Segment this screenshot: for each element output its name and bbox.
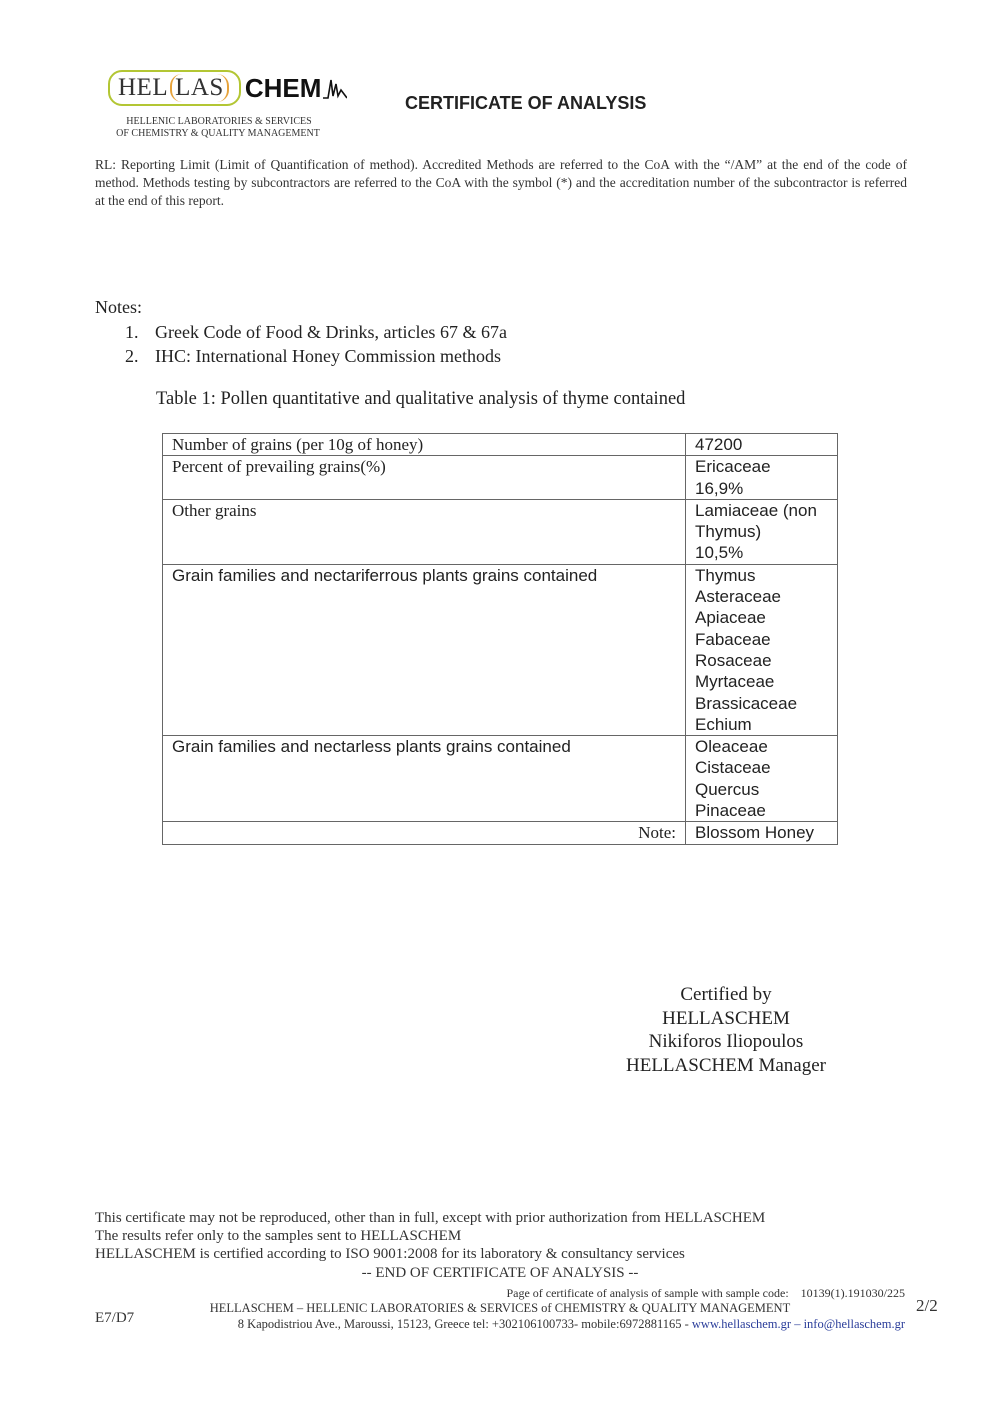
logo-peak-icon xyxy=(323,76,347,100)
plant-family: Thymus xyxy=(695,565,756,585)
plant-family: Myrtaceae xyxy=(695,672,775,692)
address-text: 8 Kapodistriou Ave., Maroussi, 15123, Greece tel: +302106100733- mobile:6972881165 - xyxy=(237,1317,689,1331)
footer-disclaimer xyxy=(95,1209,765,1263)
certification-block xyxy=(610,983,842,1077)
notes-label: Notes: xyxy=(95,297,142,317)
table-row-nectarless xyxy=(163,736,838,822)
sample-code: 10139(1).191030/225 xyxy=(800,1286,905,1300)
note-text: Greek Code of Food & Drinks, articles 67 & 67a xyxy=(155,322,507,342)
logo-subtitle-line2: OF CHEMISTRY & QUALITY MANAGEMENT xyxy=(116,128,320,139)
company-logo xyxy=(108,68,328,140)
table-row-other xyxy=(163,499,838,564)
table-row-prevailing xyxy=(163,456,838,500)
footer-page-info xyxy=(95,1286,905,1301)
certified-by: Certified by xyxy=(680,984,772,1005)
page-number: 2/2 xyxy=(916,1296,938,1315)
grains-value: 47200 xyxy=(686,434,838,456)
other-label: Other grains xyxy=(163,499,686,564)
logo-word-right: CHEM xyxy=(244,72,322,103)
prevailing-label: Percent of prevailing grains(%) xyxy=(163,456,686,500)
footer-line: This certificate may not be reproduced, other than in full, except with prior authorization from HELLASCHEM xyxy=(95,1210,766,1226)
prevailing-family: Ericaceae xyxy=(695,457,771,477)
other-percent: 10,5% xyxy=(695,543,744,563)
nectarless-label: Grain families and nectarless plants grains contained xyxy=(163,736,686,822)
nectariferrous-values xyxy=(686,564,838,735)
footer-line: HELLASCHEM is certified according to ISO 9001:2008 for its laboratory & consultancy services xyxy=(95,1246,685,1262)
other-value-line: Thymus) xyxy=(695,522,762,542)
plant-family: Asteraceae xyxy=(695,587,781,607)
other-value-line: Lamiaceae (non xyxy=(695,500,817,520)
page-of-label: Page of certificate of analysis of sample with sample code: xyxy=(506,1286,789,1300)
email-link[interactable]: info@hellaschem.gr xyxy=(803,1317,905,1331)
footer-address xyxy=(95,1317,905,1332)
note-item xyxy=(125,344,507,368)
plant-family: Echium xyxy=(695,714,752,734)
certifier-company: HELLASCHEM xyxy=(662,1007,790,1029)
nectarless-values xyxy=(686,736,838,822)
table-row-grains xyxy=(163,434,838,456)
note-item xyxy=(125,320,507,344)
notes-list xyxy=(125,320,507,368)
separator: – xyxy=(794,1317,801,1331)
logo-word-mid: LAS xyxy=(170,74,229,102)
note-text: IHC: International Honey Commission methods xyxy=(155,346,501,366)
logo-subtitle-line1: HELLENIC LABORATORIES & SERVICES xyxy=(126,116,312,127)
page-title: CERTIFICATE OF ANALYSIS xyxy=(405,93,647,113)
plant-family: Fabaceae xyxy=(695,629,771,649)
footer-line: The results refer only to the samples sent to HELLASCHEM xyxy=(95,1228,462,1244)
footer-company: HELLASCHEM – HELLENIC LABORATORIES & SERVICES of CHEMISTRY & QUALITY MANAGEMENT xyxy=(209,1301,791,1315)
plant-family: Cistaceae xyxy=(695,758,771,778)
plant-family: Pinaceae xyxy=(695,801,766,821)
plant-family: Oleaceae xyxy=(695,737,768,757)
prevailing-percent: 16,9% xyxy=(695,478,744,498)
table-row-nectariferrous xyxy=(163,564,838,735)
table-row-note xyxy=(163,822,838,844)
logo-box xyxy=(108,70,241,106)
prevailing-values xyxy=(686,456,838,500)
logo-wordmark xyxy=(108,68,347,108)
website-link[interactable]: www.hellaschem.gr xyxy=(691,1317,792,1331)
grains-label: Number of grains (per 10g of honey) xyxy=(163,434,686,456)
nectariferrous-label: Grain families and nectariferrous plants grains contained xyxy=(163,564,686,735)
note-label: Note: xyxy=(163,822,686,844)
note-number: 1. xyxy=(125,322,139,342)
end-of-certificate: -- END OF CERTIFICATE OF ANALYSIS -- xyxy=(361,1265,639,1281)
logo-word-left: HEL xyxy=(118,74,169,101)
other-values xyxy=(686,499,838,564)
plant-family: Apiaceae xyxy=(695,608,766,628)
note-number: 2. xyxy=(125,346,139,366)
document-code: E7/D7 xyxy=(95,1310,135,1326)
certifier-role: HELLASCHEM Manager xyxy=(626,1054,826,1076)
pollen-analysis-table xyxy=(162,433,838,845)
table-caption: Table 1: Pollen quantitative and qualitative analysis of thyme contained xyxy=(156,389,686,409)
plant-family: Rosaceae xyxy=(695,650,772,670)
plant-family: Quercus xyxy=(695,779,760,799)
note-value: Blossom Honey xyxy=(686,822,838,844)
plant-family: Brassicaceae xyxy=(695,693,798,713)
reporting-limit-note: RL: Reporting Limit (Limit of Quantification of method). Accredited Methods are referred to the CoA with the “/AM” at the end of the code of method. Methods testing by subcontractors are referred to the CoA with the symbol (*) and the accreditation number of the subcontractor is referred at the end of this report. xyxy=(95,157,907,208)
certifier-name: Nikiforos Iliopoulos xyxy=(648,1031,804,1052)
